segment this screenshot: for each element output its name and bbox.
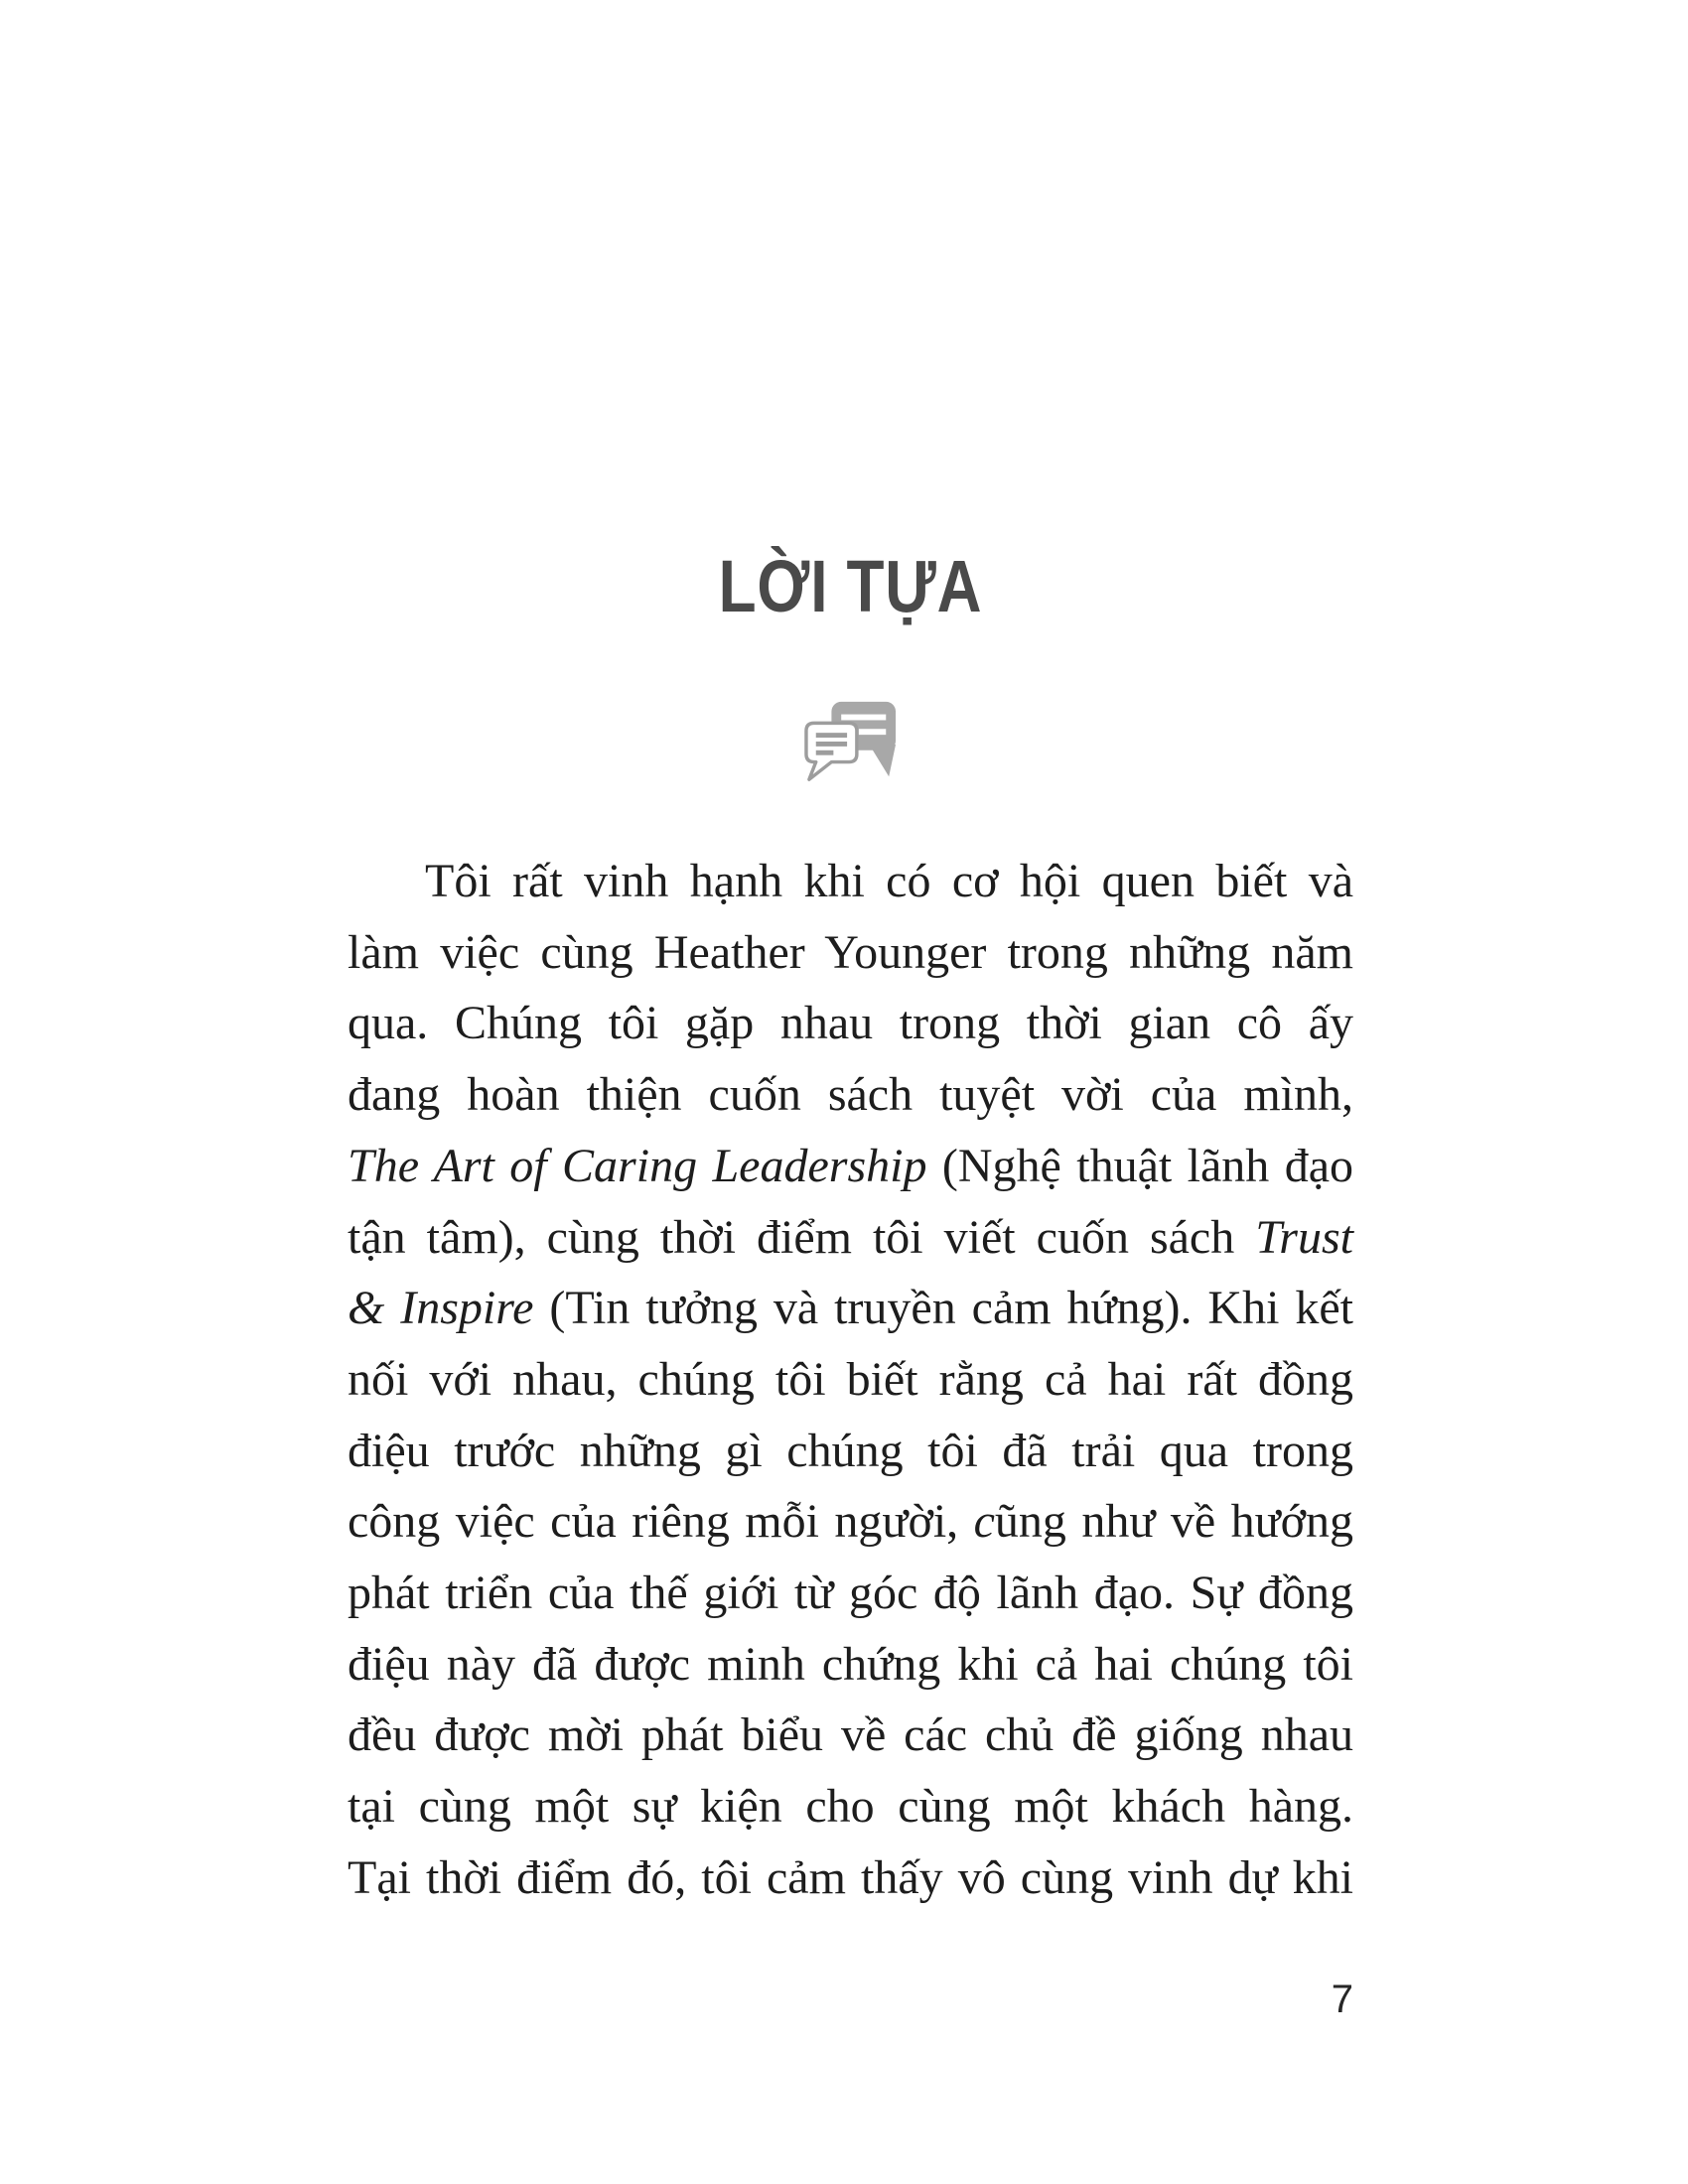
text-segment: tại cùng một sự kiện cho cùng một khách hàng.	[348, 1780, 1353, 1834]
paragraph-line	[348, 1486, 1353, 1558]
speech-bubbles-icon	[804, 699, 898, 782]
page-title: LỜI TỰA	[718, 545, 983, 627]
text-segment: công việc của riêng mỗi người,	[348, 1495, 974, 1549]
text-segment: điệu này đã được minh chứng khi cả hai chúng tôi	[348, 1637, 1353, 1691]
italic-text-segment: c	[973, 1495, 995, 1549]
text-segment: làm việc cùng Heather Younger trong những năm	[348, 925, 1353, 979]
text-segment: nối với nhau, chúng tôi biết rằng cả hai rất đồng	[348, 1352, 1353, 1406]
text-segment: Tại thời điểm đó, tôi cảm thấy vô cùng vinh dự khi	[348, 1850, 1353, 1904]
paragraph-line	[348, 1273, 1353, 1344]
paragraph-line	[348, 1059, 1353, 1131]
text-segment: đang hoàn thiện cuốn sách tuyệt vời của mình,	[348, 1068, 1353, 1122]
text-segment: tận tâm), cùng thời điểm tôi viết cuốn sách	[348, 1210, 1256, 1264]
italic-text-segment: Trust	[1255, 1210, 1353, 1264]
paragraph-line	[348, 917, 1353, 989]
preface-paragraph	[348, 846, 1353, 1914]
text-segment: điệu trước những gì chúng tôi đã trải qua trong	[348, 1424, 1353, 1477]
page-number: 7	[1331, 1978, 1353, 2021]
text-segment: qua. Chúng tôi gặp nhau trong thời gian cô ấy	[348, 997, 1353, 1050]
text-segment: phát triển của thế giới từ góc độ lãnh đạo. Sự đồng	[348, 1567, 1353, 1620]
text-segment: đều được mời phát biểu về các chủ đề giống nhau	[348, 1708, 1353, 1762]
text-segment: ũng như về hướng	[994, 1495, 1353, 1549]
italic-text-segment: & Inspire	[348, 1282, 550, 1335]
paragraph-line	[348, 1344, 1353, 1416]
paragraph-line	[348, 988, 1353, 1059]
italic-text-segment: The Art of Caring Leadership	[348, 1139, 942, 1192]
paragraph-line	[348, 1629, 1353, 1701]
text-segment: Tôi rất vinh hạnh khi có cơ hội quen biết và	[425, 855, 1353, 907]
paragraph-line	[348, 1771, 1353, 1843]
chapter-ornament	[348, 699, 1353, 782]
text-segment: (Nghệ thuật lãnh đạo	[941, 1139, 1353, 1192]
text-segment: (Tin tưởng và truyền cảm hứng). Khi kết	[549, 1282, 1353, 1335]
paragraph-line	[348, 1202, 1353, 1274]
paragraph-line	[348, 1416, 1353, 1487]
paragraph-line	[348, 846, 1353, 917]
paragraph-line	[348, 1700, 1353, 1771]
paragraph-line	[348, 1558, 1353, 1629]
paragraph-line	[348, 1131, 1353, 1202]
paragraph-line	[348, 1843, 1353, 1914]
